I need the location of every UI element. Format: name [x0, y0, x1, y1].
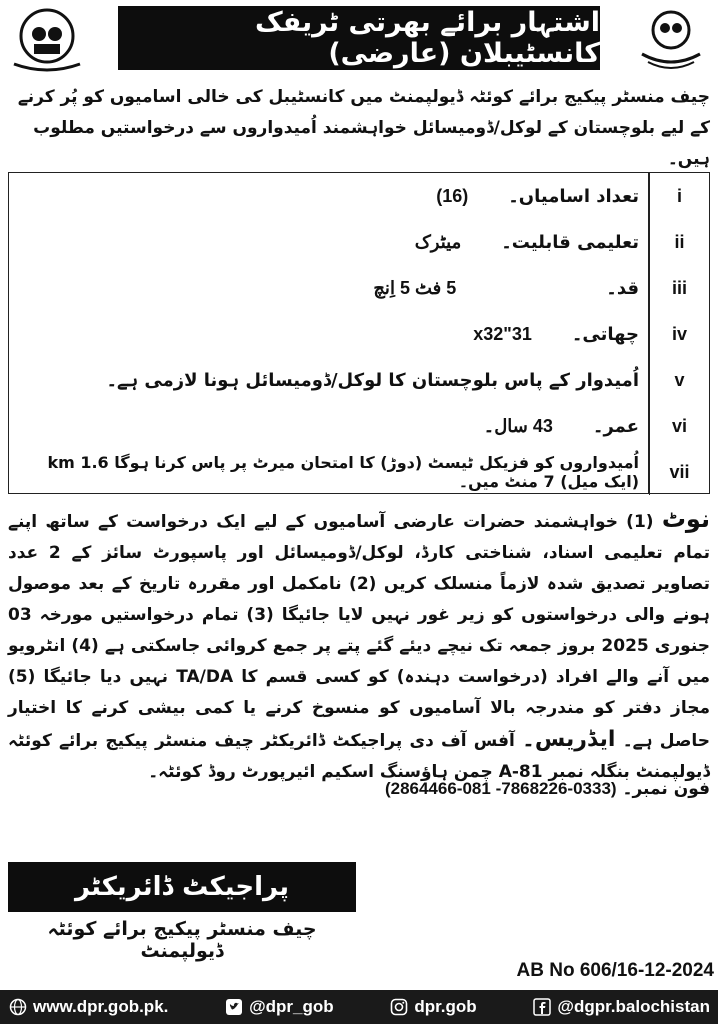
ab-number: AB No 606/16-12-2024 [516, 960, 714, 981]
requirement-row [9, 219, 709, 265]
requirement-text [17, 265, 639, 311]
globe-icon [8, 997, 28, 1017]
instagram-handle: dpr.gob [414, 997, 477, 1016]
requirement-label: اُمیدوار کے پاس بلوچستان کا لوکل/ڈومیسائل ہونا لازمی ہے۔ [106, 369, 639, 391]
requirement-label: عمر۔ [592, 415, 639, 437]
address-text: آفس آف دی پراجیکٹ ڈائریکٹر چیف منسٹر پیکیج برائے کوئٹہ ڈیولپمنٹ بنگلہ نمبر A-81 چمن ہاؤسنگ اسکیم ائیرپورٹ روڈ کوئٹہ۔ [8, 731, 710, 782]
requirement-text [17, 311, 639, 357]
requirement-number: ii [649, 219, 709, 265]
requirement-label: قد۔ [606, 277, 639, 299]
twitter-handle: @dpr_gob [249, 997, 334, 1016]
requirement-row [9, 357, 709, 403]
requirement-value: میٹرک [414, 231, 462, 252]
instagram-icon [389, 997, 409, 1017]
requirement-number: v [649, 357, 709, 403]
requirements-table [8, 172, 710, 494]
note-body: (1) خواہشمند حضرات عارضی آسامیوں کے لیے ایک درخواست کے ساتھ اپنے تمام تعلیمی اسناد، شناختی کارڈ، لوکل/ڈومیسائل اور پاسپورٹ سائز کے 2 عدد تصاویر تصدیق شدہ لازماً منسلک کریں (2) نامکمل اور مقررہ تاریخ کے بعد موصول ہونے والی درخواستوں کو زیر غور نہیں لایا جائیگا (3) تمام درخواستیں مورخہ 03 جنوری 2025 بروز جمعہ تک نیچے دیئے گئے پتے پر جمع کروائی جاسکتی ہے (4) انٹرویو میں آنے والے افراد (درخواست دہندہ) کو کسی قسم کا TA/DA نہیں دیا جائیگا (5) مجاز دفتر کو مندرجہ بالا آسامیوں کو منسوخ کرنے یا کمی بیشی کرنے کا اختیار حاصل ہے۔ [8, 512, 711, 751]
requirement-value: 43 سال۔ [483, 415, 553, 436]
note-section [8, 504, 710, 788]
emblem-logo-right [630, 6, 712, 72]
requirement-text [17, 357, 639, 403]
phone-numbers: (0333-7868226- 081-2864466) [384, 779, 617, 798]
twitter-link[interactable] [224, 997, 334, 1017]
facebook-handle: @dgpr.balochistan [557, 997, 710, 1016]
address-heading: ایڈریس۔ [522, 727, 616, 752]
requirement-number: iii [649, 265, 709, 311]
note-heading: نوٹ [661, 505, 710, 533]
requirement-row [9, 265, 709, 311]
requirement-number: iv [649, 311, 709, 357]
requirement-row [9, 449, 709, 495]
phone-line [8, 778, 710, 799]
requirement-text [17, 219, 639, 265]
social-footer [0, 990, 718, 1024]
website-link[interactable] [8, 997, 168, 1017]
facebook-icon [532, 997, 552, 1017]
requirement-row [9, 173, 709, 219]
requirement-row [9, 403, 709, 449]
requirement-label: چھاتی۔ [571, 323, 639, 345]
requirement-value: (16) [436, 185, 469, 206]
requirement-value: 31"x32 [473, 323, 532, 344]
twitter-icon [224, 997, 244, 1017]
requirement-label: تعلیمی قابلیت۔ [501, 231, 639, 253]
signature-subtitle: چیف منسٹر پیکیج برائے کوئٹہ ڈیولپمنٹ [47, 918, 317, 962]
requirement-value: 5 فٹ 5 اِنچ [373, 277, 457, 298]
emblem-logo-left [6, 6, 88, 72]
requirement-row [9, 311, 709, 357]
facebook-link[interactable] [532, 997, 710, 1017]
requirement-label: تعداد اسامیاں۔ [508, 185, 639, 207]
requirement-number: vii [649, 449, 709, 495]
signature-title: پراجیکٹ ڈائریکٹر [8, 862, 356, 912]
instagram-link[interactable] [389, 997, 476, 1017]
requirement-number: i [649, 173, 709, 219]
requirement-label: اُمیدواروں کو فزیکل ٹیسٹ (دوڑ) کا امتحان میرٹ پر پاس کرنا ہوگا km 1.6 (ایک میل) 7 منٹ میں۔ [47, 453, 639, 491]
advertisement-title: اشتہار برائے بھرتی ٹریفک کانسٹیبلان (عارضی) [118, 6, 600, 70]
website-text: www.dpr.gob.pk. [33, 997, 169, 1016]
requirement-number: vi [649, 403, 709, 449]
requirement-text [17, 449, 639, 495]
phone-label: فون نمبر۔ [622, 779, 710, 799]
requirement-text [17, 173, 639, 219]
requirement-text [17, 403, 639, 449]
intro-paragraph: چیف منسٹر پیکیج برائے کوئٹہ ڈیولپمنٹ میں کانسٹیبل کی خالی اسامیوں کو پُر کرنے کے لیے بلوچستان کے لوکل/ڈومیسائل خواہشمند اُمیدواروں سے درخواستیں مطلوب ہیں۔ [17, 87, 710, 169]
